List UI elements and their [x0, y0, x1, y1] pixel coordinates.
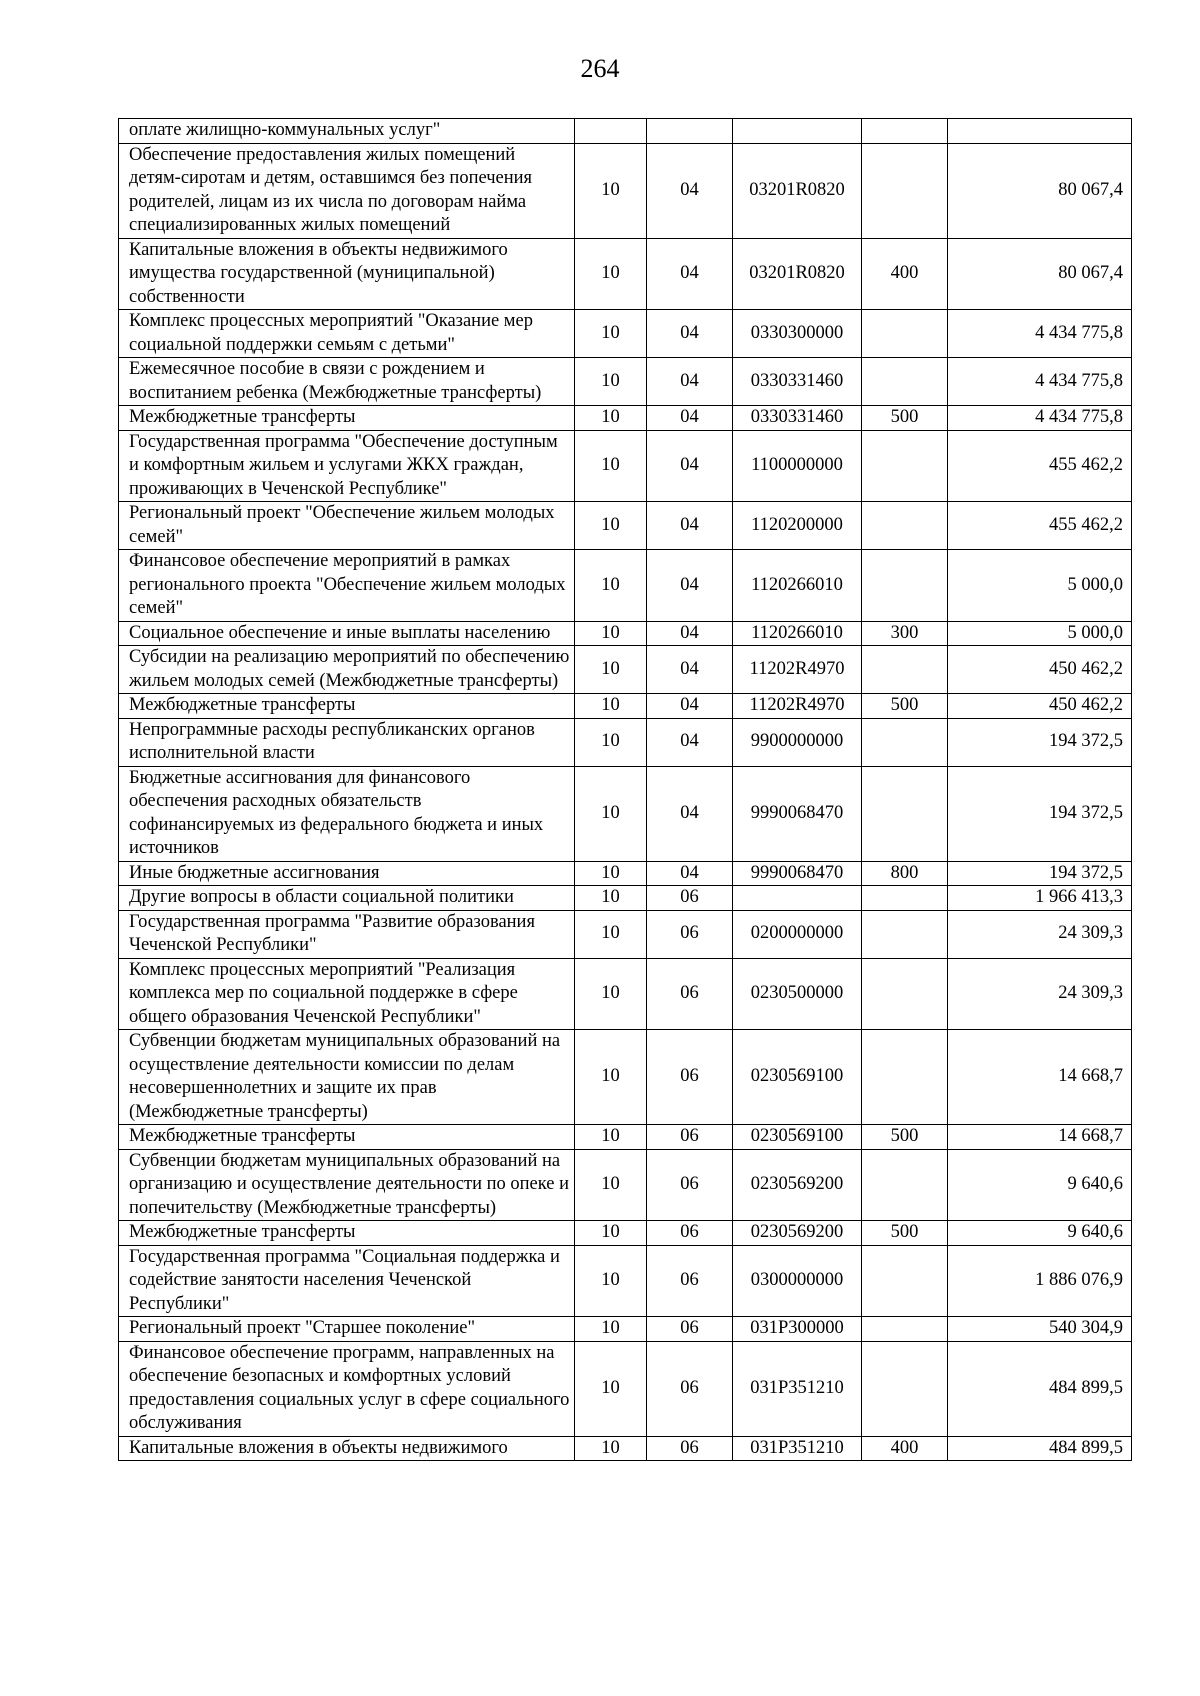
- target-article-cell: 9990068470: [733, 861, 862, 886]
- target-article-cell: 0330300000: [733, 310, 862, 358]
- target-article-cell: 1120266010: [733, 550, 862, 622]
- table-body: [119, 119, 1132, 1461]
- section-code-cell: 10: [575, 143, 647, 238]
- amount-cell: 540 304,9: [948, 1317, 1132, 1342]
- expense-type-cell: [862, 1317, 948, 1342]
- target-article-cell: 0330331460: [733, 358, 862, 406]
- section-code-cell: 10: [575, 1341, 647, 1436]
- row-name-cell: Бюджетные ассигнования для финансового обеспечения расходных обязательств софинансируемых из федерального бюджета и иных источников: [119, 766, 575, 861]
- section-code-cell: 10: [575, 358, 647, 406]
- target-article-cell: 031P351210: [733, 1436, 862, 1461]
- expense-type-cell: [862, 1149, 948, 1221]
- table-row: [119, 766, 1132, 861]
- section-code-cell: 10: [575, 238, 647, 310]
- expense-type-cell: [862, 718, 948, 766]
- expense-type-cell: [862, 910, 948, 958]
- row-name-cell: Межбюджетные трансферты: [119, 1125, 575, 1150]
- subsection-code-cell: 04: [647, 502, 733, 550]
- subsection-code-cell: 06: [647, 910, 733, 958]
- target-article-cell: 11202R4970: [733, 694, 862, 719]
- subsection-code-cell: [647, 119, 733, 144]
- target-article-cell: 03201R0820: [733, 238, 862, 310]
- table-row: [119, 310, 1132, 358]
- amount-cell: 5 000,0: [948, 550, 1132, 622]
- target-article-cell: 0230569200: [733, 1149, 862, 1221]
- section-code-cell: 10: [575, 1221, 647, 1246]
- table-row: [119, 646, 1132, 694]
- section-code-cell: 10: [575, 1317, 647, 1342]
- target-article-cell: 0300000000: [733, 1245, 862, 1317]
- section-code-cell: 10: [575, 1436, 647, 1461]
- target-article-cell: 0230569100: [733, 1125, 862, 1150]
- expense-type-cell: 800: [862, 861, 948, 886]
- table-row: [119, 430, 1132, 502]
- expense-type-cell: [862, 646, 948, 694]
- table-row: [119, 1149, 1132, 1221]
- target-article-cell: [733, 886, 862, 911]
- row-name-cell: Межбюджетные трансферты: [119, 406, 575, 431]
- amount-cell: 484 899,5: [948, 1341, 1132, 1436]
- subsection-code-cell: 04: [647, 766, 733, 861]
- subsection-code-cell: 04: [647, 718, 733, 766]
- target-article-cell: [733, 119, 862, 144]
- table-row: [119, 910, 1132, 958]
- section-code-cell: 10: [575, 718, 647, 766]
- target-article-cell: 03201R0820: [733, 143, 862, 238]
- amount-cell: 450 462,2: [948, 694, 1132, 719]
- row-name-cell: Межбюджетные трансферты: [119, 694, 575, 719]
- expense-type-cell: 500: [862, 1125, 948, 1150]
- page-number: 264: [580, 54, 620, 83]
- target-article-cell: 9990068470: [733, 766, 862, 861]
- table-row: [119, 1341, 1132, 1436]
- amount-cell: 1 886 076,9: [948, 1245, 1132, 1317]
- subsection-code-cell: 04: [647, 430, 733, 502]
- section-code-cell: 10: [575, 550, 647, 622]
- subsection-code-cell: 06: [647, 1436, 733, 1461]
- expense-type-cell: 500: [862, 1221, 948, 1246]
- amount-cell: 484 899,5: [948, 1436, 1132, 1461]
- row-name-cell: Финансовое обеспечение программ, направленных на обеспечение безопасных и комфортных условий предоставления социальных услуг в сфере социального обслуживания: [119, 1341, 575, 1436]
- expense-type-cell: [862, 358, 948, 406]
- row-name-cell: Субсидии на реализацию мероприятий по обеспечению жильем молодых семей (Межбюджетные трансферты): [119, 646, 575, 694]
- row-name-cell: Капитальные вложения в объекты недвижимого: [119, 1436, 575, 1461]
- expense-type-cell: [862, 886, 948, 911]
- amount-cell: 194 372,5: [948, 718, 1132, 766]
- row-name-cell: Государственная программа "Социальная поддержка и содействие занятости населения Чеченской Республики": [119, 1245, 575, 1317]
- subsection-code-cell: 04: [647, 406, 733, 431]
- amount-cell: 14 668,7: [948, 1030, 1132, 1125]
- amount-cell: 4 434 775,8: [948, 358, 1132, 406]
- row-name-cell: Социальное обеспечение и иные выплаты населению: [119, 621, 575, 646]
- section-code-cell: 10: [575, 910, 647, 958]
- subsection-code-cell: 04: [647, 238, 733, 310]
- section-code-cell: 10: [575, 502, 647, 550]
- subsection-code-cell: 04: [647, 550, 733, 622]
- table-row: [119, 1436, 1132, 1461]
- amount-cell: 194 372,5: [948, 861, 1132, 886]
- table-row: [119, 886, 1132, 911]
- subsection-code-cell: 04: [647, 621, 733, 646]
- amount-cell: 9 640,6: [948, 1149, 1132, 1221]
- section-code-cell: 10: [575, 958, 647, 1030]
- row-name-cell: Комплекс процессных мероприятий "Оказание мер социальной поддержки семьям с детьми": [119, 310, 575, 358]
- amount-cell: [948, 119, 1132, 144]
- target-article-cell: 1120266010: [733, 621, 862, 646]
- row-name-cell: Государственная программа "Обеспечение доступным и комфортным жильем и услугами ЖКХ граждан, проживающих в Чеченской Республике": [119, 430, 575, 502]
- table-row: [119, 718, 1132, 766]
- table-row: [119, 502, 1132, 550]
- section-code-cell: [575, 119, 647, 144]
- amount-cell: 24 309,3: [948, 958, 1132, 1030]
- table-row: [119, 1221, 1132, 1246]
- table-row: [119, 119, 1132, 144]
- table-row: [119, 238, 1132, 310]
- target-article-cell: 11202R4970: [733, 646, 862, 694]
- expense-type-cell: [862, 1245, 948, 1317]
- section-code-cell: 10: [575, 766, 647, 861]
- section-code-cell: 10: [575, 861, 647, 886]
- section-code-cell: 10: [575, 430, 647, 502]
- budget-table: [118, 118, 1132, 1461]
- amount-cell: 80 067,4: [948, 143, 1132, 238]
- target-article-cell: 0230569100: [733, 1030, 862, 1125]
- amount-cell: 194 372,5: [948, 766, 1132, 861]
- expense-type-cell: 300: [862, 621, 948, 646]
- amount-cell: 5 000,0: [948, 621, 1132, 646]
- row-name-cell: Субвенции бюджетам муниципальных образований на организацию и осуществление деятельности по опеке и попечительству (Межбюджетные трансферты): [119, 1149, 575, 1221]
- amount-cell: 455 462,2: [948, 502, 1132, 550]
- expense-type-cell: [862, 958, 948, 1030]
- row-name-cell: Финансовое обеспечение мероприятий в рамках регионального проекта "Обеспечение жильем молодых семей": [119, 550, 575, 622]
- table-row: [119, 358, 1132, 406]
- row-name-cell: Другие вопросы в области социальной политики: [119, 886, 575, 911]
- target-article-cell: 9900000000: [733, 718, 862, 766]
- section-code-cell: 10: [575, 1149, 647, 1221]
- table-row: [119, 861, 1132, 886]
- subsection-code-cell: 06: [647, 1125, 733, 1150]
- target-article-cell: 0230569200: [733, 1221, 862, 1246]
- subsection-code-cell: 04: [647, 358, 733, 406]
- row-name-cell: Государственная программа "Развитие образования Чеченской Республики": [119, 910, 575, 958]
- section-code-cell: 10: [575, 694, 647, 719]
- target-article-cell: 0330331460: [733, 406, 862, 431]
- amount-cell: 80 067,4: [948, 238, 1132, 310]
- expense-type-cell: 400: [862, 1436, 948, 1461]
- subsection-code-cell: 06: [647, 886, 733, 911]
- table-row: [119, 550, 1132, 622]
- table-row: [119, 621, 1132, 646]
- subsection-code-cell: 04: [647, 861, 733, 886]
- expense-type-cell: [862, 766, 948, 861]
- section-code-cell: 10: [575, 406, 647, 431]
- target-article-cell: 0200000000: [733, 910, 862, 958]
- row-name-cell: Региональный проект "Обеспечение жильем молодых семей": [119, 502, 575, 550]
- expense-type-cell: [862, 310, 948, 358]
- target-article-cell: 1120200000: [733, 502, 862, 550]
- section-code-cell: 10: [575, 1125, 647, 1150]
- row-name-cell: Межбюджетные трансферты: [119, 1221, 575, 1246]
- expense-type-cell: [862, 550, 948, 622]
- amount-cell: 450 462,2: [948, 646, 1132, 694]
- subsection-code-cell: 06: [647, 1245, 733, 1317]
- table-row: [119, 1125, 1132, 1150]
- table-row: [119, 694, 1132, 719]
- target-article-cell: 0230500000: [733, 958, 862, 1030]
- amount-cell: 9 640,6: [948, 1221, 1132, 1246]
- row-name-cell: Региональный проект "Старшее поколение": [119, 1317, 575, 1342]
- subsection-code-cell: 04: [647, 143, 733, 238]
- subsection-code-cell: 06: [647, 1317, 733, 1342]
- subsection-code-cell: 04: [647, 310, 733, 358]
- expense-type-cell: [862, 1030, 948, 1125]
- expense-type-cell: [862, 119, 948, 144]
- table-row: [119, 1317, 1132, 1342]
- row-name-cell: Комплекс процессных мероприятий "Реализация комплекса мер по социальной поддержке в сфере общего образования Чеченской Республики": [119, 958, 575, 1030]
- row-name-cell: Ежемесячное пособие в связи с рождением и воспитанием ребенка (Межбюджетные трансферты): [119, 358, 575, 406]
- subsection-code-cell: 06: [647, 1221, 733, 1246]
- table-row: [119, 406, 1132, 431]
- target-article-cell: 031P300000: [733, 1317, 862, 1342]
- subsection-code-cell: 06: [647, 1149, 733, 1221]
- expense-type-cell: 500: [862, 406, 948, 431]
- expense-type-cell: [862, 502, 948, 550]
- target-article-cell: 031P351210: [733, 1341, 862, 1436]
- section-code-cell: 10: [575, 310, 647, 358]
- subsection-code-cell: 06: [647, 958, 733, 1030]
- row-name-cell: Капитальные вложения в объекты недвижимого имущества государственной (муниципальной) собственности: [119, 238, 575, 310]
- section-code-cell: 10: [575, 1245, 647, 1317]
- table-row: [119, 1030, 1132, 1125]
- amount-cell: 4 434 775,8: [948, 310, 1132, 358]
- amount-cell: 4 434 775,8: [948, 406, 1132, 431]
- amount-cell: 1 966 413,3: [948, 886, 1132, 911]
- expense-type-cell: 500: [862, 694, 948, 719]
- section-code-cell: 10: [575, 886, 647, 911]
- expense-type-cell: [862, 1341, 948, 1436]
- table-row: [119, 958, 1132, 1030]
- expense-type-cell: [862, 430, 948, 502]
- row-name-cell: Субвенции бюджетам муниципальных образований на осуществление деятельности комиссии по делам несовершеннолетних и защите их прав (Межбюджетные трансферты): [119, 1030, 575, 1125]
- expense-type-cell: [862, 143, 948, 238]
- amount-cell: 24 309,3: [948, 910, 1132, 958]
- expense-type-cell: 400: [862, 238, 948, 310]
- section-code-cell: 10: [575, 621, 647, 646]
- row-name-cell: Иные бюджетные ассигнования: [119, 861, 575, 886]
- target-article-cell: 1100000000: [733, 430, 862, 502]
- section-code-cell: 10: [575, 1030, 647, 1125]
- amount-cell: 14 668,7: [948, 1125, 1132, 1150]
- section-code-cell: 10: [575, 646, 647, 694]
- subsection-code-cell: 04: [647, 646, 733, 694]
- row-name-cell: оплате жилищно-коммунальных услуг": [119, 119, 575, 144]
- subsection-code-cell: 04: [647, 694, 733, 719]
- subsection-code-cell: 06: [647, 1341, 733, 1436]
- row-name-cell: Обеспечение предоставления жилых помещений детям-сиротам и детям, оставшимся без попечения родителей, лицам из их числа по договорам найма специализированных жилых помещений: [119, 143, 575, 238]
- row-name-cell: Непрограммные расходы республиканских органов исполнительной власти: [119, 718, 575, 766]
- amount-cell: 455 462,2: [948, 430, 1132, 502]
- table-row: [119, 143, 1132, 238]
- table-row: [119, 1245, 1132, 1317]
- subsection-code-cell: 06: [647, 1030, 733, 1125]
